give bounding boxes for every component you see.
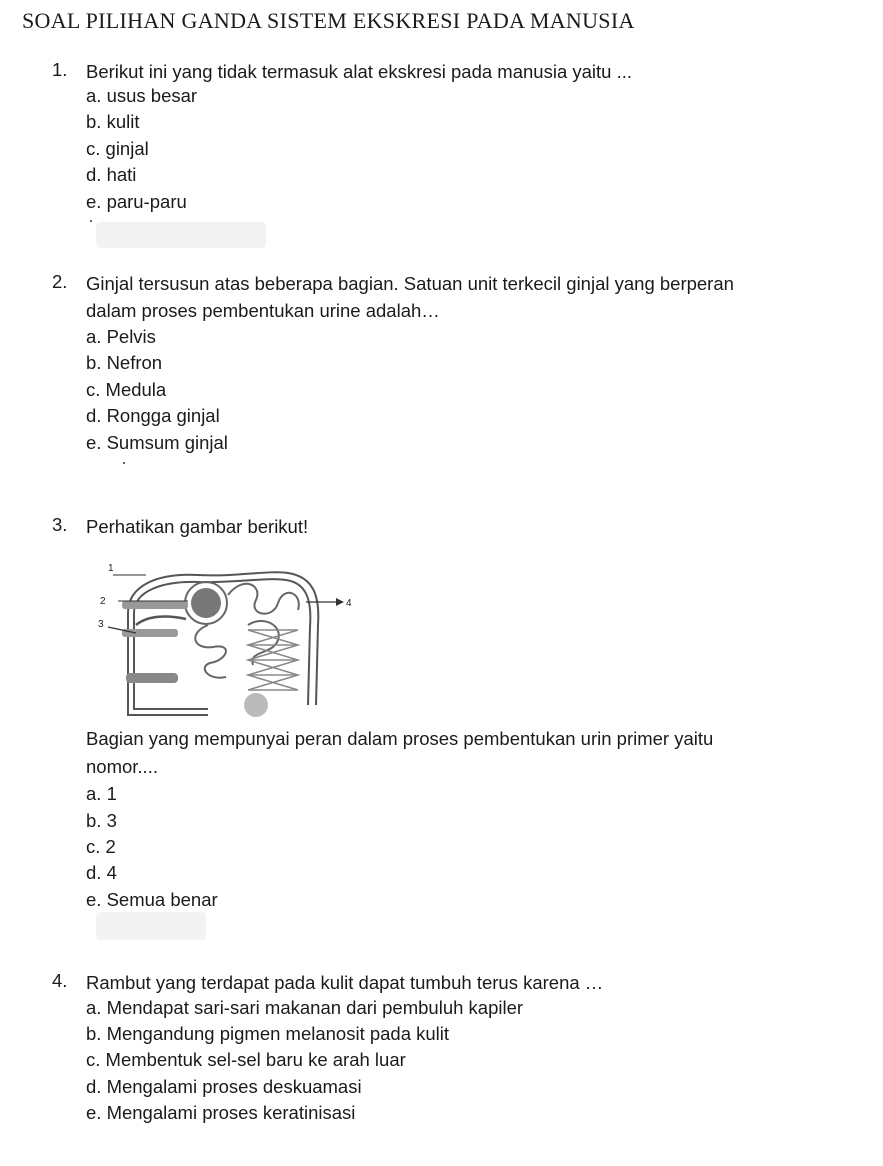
question-number: 3. <box>52 514 68 535</box>
option-4b[interactable]: b. Mengandung pigmen melanosit pada kulit <box>86 1023 450 1044</box>
question-3-prompt-cont: nomor.... <box>86 756 158 777</box>
diagram-label-3: 3 <box>98 619 104 630</box>
option-4d[interactable]: d. Mengalami proses deskuamasi <box>86 1076 362 1097</box>
option-3e[interactable]: e. Semua benar <box>86 889 218 910</box>
option-1c[interactable]: c. ginjal <box>86 138 149 159</box>
diagram-label-1: 1 <box>108 563 114 574</box>
option-2c[interactable]: c. Medula <box>86 379 167 400</box>
option-2d[interactable]: d. Rongga ginjal <box>86 405 220 426</box>
question-text-line: Ginjal tersusun atas beberapa bagian. Satuan unit terkecil ginjal yang berperan <box>86 273 734 294</box>
option-1a[interactable]: a. usus besar <box>86 85 198 106</box>
option-2e[interactable]: e. Sumsum ginjal <box>86 432 228 453</box>
diagram-label-2: 2 <box>100 596 106 607</box>
page-title: SOAL PILIHAN GANDA SISTEM EKSKRESI PADA MANUSIA <box>22 8 635 33</box>
option-2a[interactable]: a. Pelvis <box>86 326 156 347</box>
option-3b[interactable]: b. 3 <box>86 810 117 831</box>
option-3a[interactable]: a. 1 <box>86 783 117 804</box>
question-text: Perhatikan gambar berikut! <box>86 516 309 537</box>
option-4c[interactable]: c. Membentuk sel-sel baru ke arah luar <box>86 1049 406 1070</box>
renal-pelvis-blob <box>244 693 268 717</box>
erased-mark <box>96 912 206 940</box>
question-number: 2. <box>52 271 68 292</box>
option-3d[interactable]: d. 4 <box>86 862 117 883</box>
question-number: 4. <box>52 970 68 991</box>
option-4a[interactable]: a. Mendapat sari-sari makanan dari pembuluh kapiler <box>86 997 524 1018</box>
question-number: 1. <box>52 59 68 80</box>
stray-mark <box>123 462 125 464</box>
question-text <box>86 271 846 324</box>
option-2b[interactable]: b. Nefron <box>86 352 163 373</box>
question-text-line: dalam proses pembentukan urine adalah… <box>86 299 440 321</box>
glomerulus <box>191 588 221 618</box>
question-3-prompt <box>86 728 713 750</box>
diagram-label-4: 4 <box>346 598 352 609</box>
question-text: Berikut ini yang tidak termasuk alat ekskresi pada manusia yaitu ... <box>86 61 633 82</box>
option-4e[interactable]: e. Mengalami proses keratinisasi <box>86 1102 356 1123</box>
erased-mark <box>96 222 266 248</box>
option-1d[interactable]: d. hati <box>86 164 137 185</box>
nephron-diagram <box>88 555 368 725</box>
stray-mark <box>90 220 92 222</box>
prompt-line: Bagian yang mempunyai peran dalam proses pembentukan urin primer yaitu <box>86 728 714 749</box>
question-text: Rambut yang terdapat pada kulit dapat tumbuh terus karena … <box>86 972 604 993</box>
option-1b[interactable]: b. kulit <box>86 111 140 132</box>
option-3c[interactable]: c. 2 <box>86 836 116 857</box>
option-1e[interactable]: e. paru-paru <box>86 191 187 212</box>
